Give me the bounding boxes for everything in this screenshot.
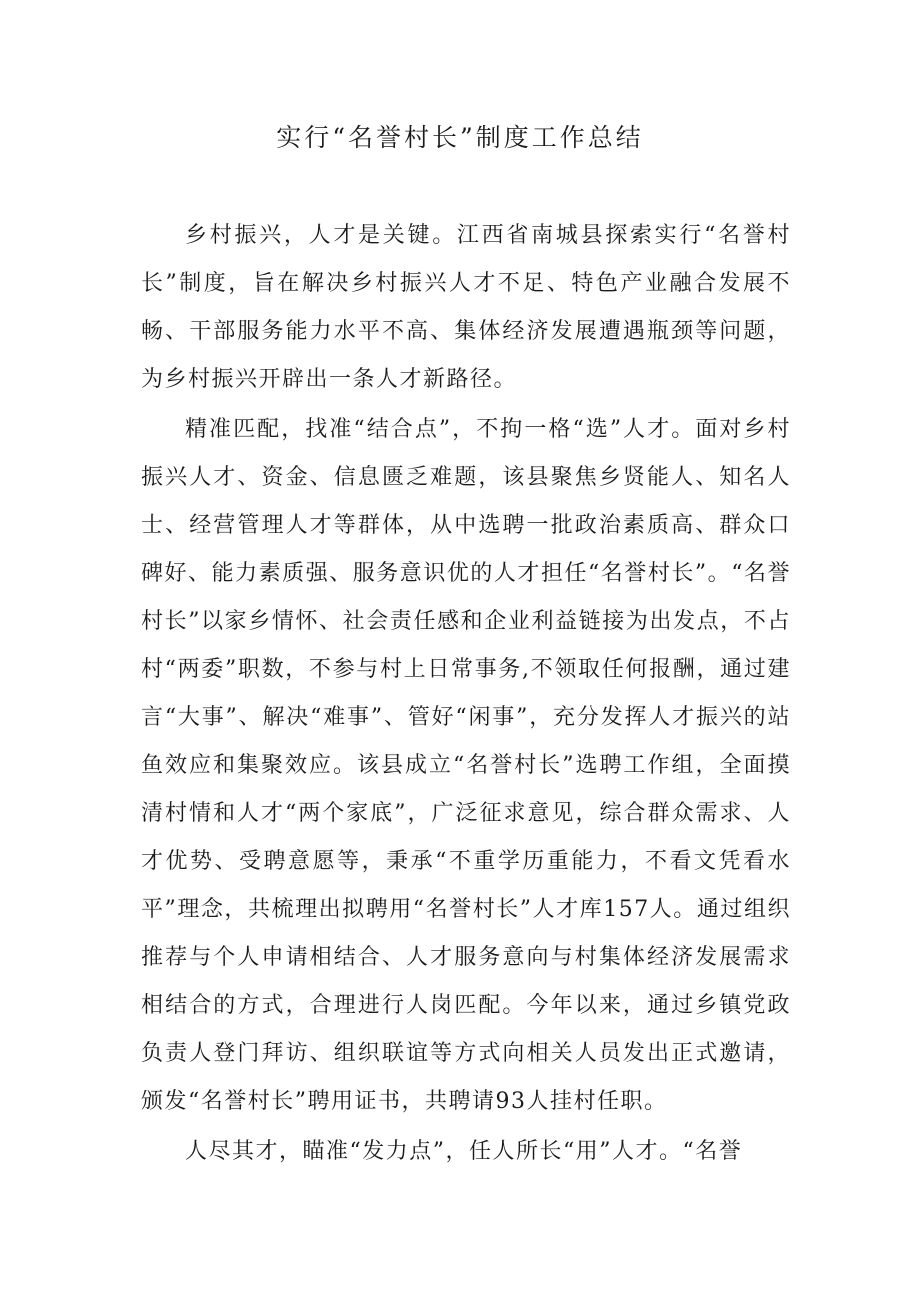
- document-title: 实行“名誉村长”制度工作总结: [276, 123, 644, 152]
- paragraph-precise-matching: 精准匹配，找准“结合点”，不拘一格“选”人才。面对乡村振兴人才、资金、信息匮乏难题，该县聚焦乡贤能人、知名人士、经营管理人才等群体，从中选聘一批政治素质高、群众口碑好、能力素质强、服务意识优的人才担任“名誉村长”。“名誉村长”以家乡情怀、社会责任感和企业利益链接为出发点，不占村“两委”职数，不参与村上日常事务,不领取任何报酬，通过建言“大事”、解决“难事”、管好“闲事”，充分发挥人才振兴的站鱼效应和集聚效应。该县成立“名誉村长”选聘工作组，全面摸清村情和人才“两个家底”，广泛征求意见，综合群众需求、人才优势、受聘意愿等，秉承“不重学历重能力，不看文凭看水平”理念，共梳理出拟聘用“名誉村长”人才库157人。通过组织推荐与个人申请相结合、人才服务意向与村集体经济发展需求相结合的方式，合理进行人岗匹配。今年以来，通过乡镇党政负责人登门拜访、组织联谊等方式向相关人员发出正式邀请，颁发“名誉村长”聘用证书，共聘请93人挂村任职。: [141, 417, 791, 1114]
- document-body: [141, 212, 791, 1176]
- paragraph-intro: 乡村振兴，人才是关键。江西省南城县探索实行“名誉村长”制度，旨在解决乡村振兴人才不足、特色产业融合发展不畅、干部服务能力水平不高、集体经济发展遭遇瓶颈等问题，为乡村振兴开辟出一条人才新路径。: [141, 223, 791, 392]
- paragraph-talent-use: 人尽其才，瞄准“发力点”，任人所长“用”人才。“名誉: [185, 1139, 743, 1164]
